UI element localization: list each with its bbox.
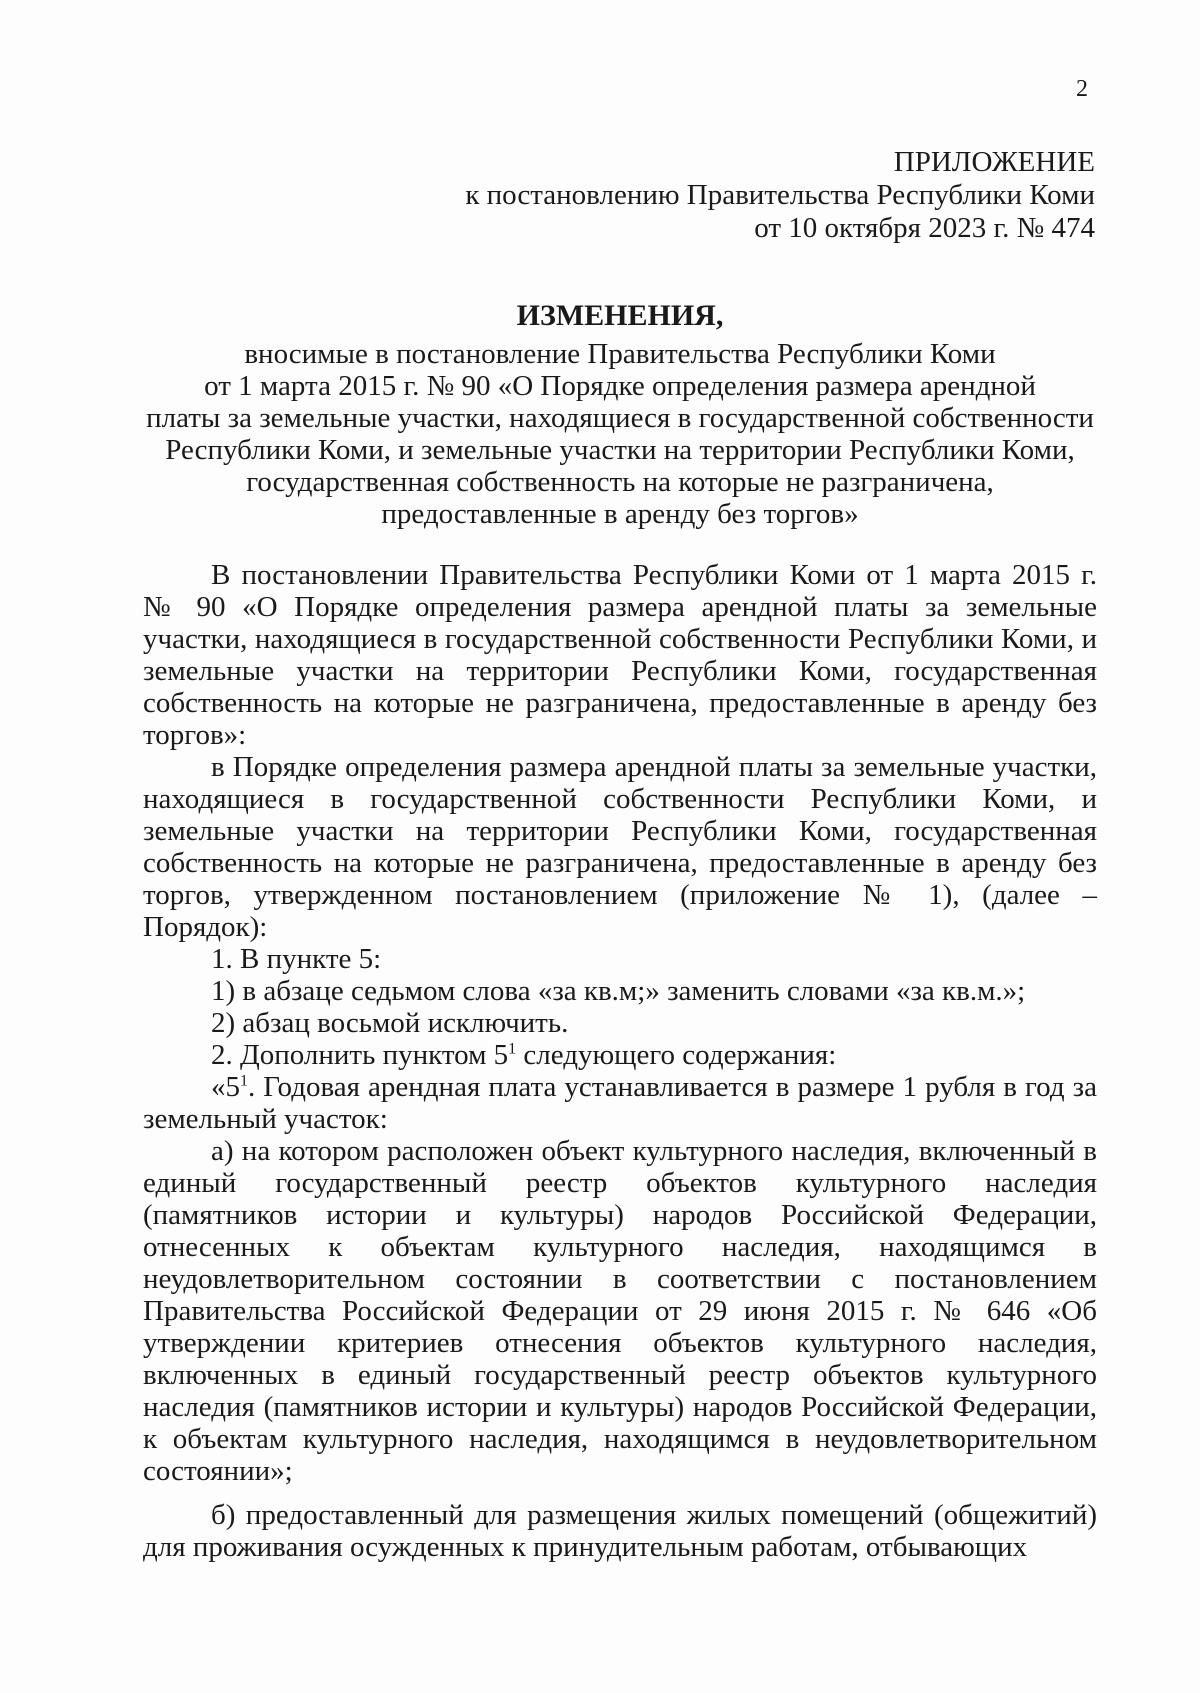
- page-number: 2: [1076, 76, 1088, 102]
- order-paragraph: в Порядке определения размера арендной платы за земельные участки, находящиеся в государственной собственности Республики Коми, и земельные участки на территории Республики Коми, государственная собственность на которые не разграничена, предоставленные в аренду без торгов, утвержденном постановлением (приложение № 1), (далее – Порядок):: [143, 751, 1097, 943]
- item-1-sub-1: 1) в абзаце седьмом слова «за кв.м;» заменить словами «за кв.м.»;: [211, 975, 1026, 1007]
- item-1: 1. В пункте 5:: [211, 943, 382, 975]
- subtitle-line: Республики Коми, и земельные участки на территории Республики Коми,: [165, 434, 1075, 466]
- intro-paragraph: В постановлении Правительства Республики Коми от 1 марта 2015 г. № 90 «О Порядке определения размера арендной платы за земельные участки, находящиеся в государственной собственности Республики Коми, и земельные участки на территории Республики Коми, государственная собственность на которые не разграничена, предоставленные в аренду без торгов»:: [143, 559, 1097, 751]
- changes-title: ИЗМЕНЕНИЯ,: [516, 299, 724, 332]
- appendix-header: [465, 146, 1095, 245]
- item-2-superscript: 1: [508, 1040, 517, 1058]
- appendix-line-1: к постановлению Правительства Республики Коми: [465, 179, 1095, 211]
- appendix-title: ПРИЛОЖЕНИЕ: [893, 146, 1095, 178]
- quote-prefix: «5: [211, 1071, 240, 1103]
- item-b-paragraph: б) предоставленный для размещения жилых помещений (общежитий) для проживания осужденных к принудительным работам, отбывающих: [143, 1499, 1097, 1563]
- document-body: [143, 559, 1097, 1563]
- subtitle-line: от 1 марта 2015 г. № 90 «О Порядке определения размера арендной: [204, 370, 1036, 402]
- item-a-paragraph: а) на котором расположен объект культурного наследия, включенный в единый государственный реестр объектов культурного наследия (памятников истории и культуры) народов Российской Федерации, отнесенных к объектам культурного наследия, находящимся в неудовлетворительном состоянии в соответствии с постановлением Правительства Российской Федерации от 29 июня 2015 г. № 646 «Об утверждении критериев отнесения объектов культурного наследия, включенных в единый государственный реестр объектов культурного наследия (памятников истории и культуры) народов Российской Федерации, к объектам культурного наследия, находящимся в неудовлетворительном состоянии»;: [143, 1135, 1097, 1487]
- item-2-prefix: 2. Дополнить пунктом 5: [211, 1039, 509, 1071]
- item-1-sub-2: 2) абзац восьмой исключить.: [211, 1007, 569, 1039]
- item-2-suffix: следующего содержания:: [516, 1039, 837, 1071]
- quote-superscript: 1: [240, 1072, 248, 1090]
- changes-heading: [140, 300, 1100, 530]
- subtitle-line: предоставленные в аренду без торгов»: [381, 498, 859, 530]
- subtitle-line: государственная собственность на которые не разграничена,: [246, 466, 994, 498]
- subtitle-line: платы за земельные участки, находящиеся в государственной собственности: [146, 402, 1094, 434]
- changes-subtitle: [140, 338, 1100, 530]
- appendix-line-2: от 10 октября 2023 г. № 474: [754, 212, 1095, 244]
- quote-text: . Годовая арендная плата устанавливается в размере 1 рубля в год за земельный участок:: [143, 1071, 1097, 1135]
- item-2: [143, 1039, 1097, 1071]
- subtitle-line: вносимые в постановление Правительства Республики Коми: [244, 338, 996, 370]
- quote-paragraph: [143, 1071, 1097, 1135]
